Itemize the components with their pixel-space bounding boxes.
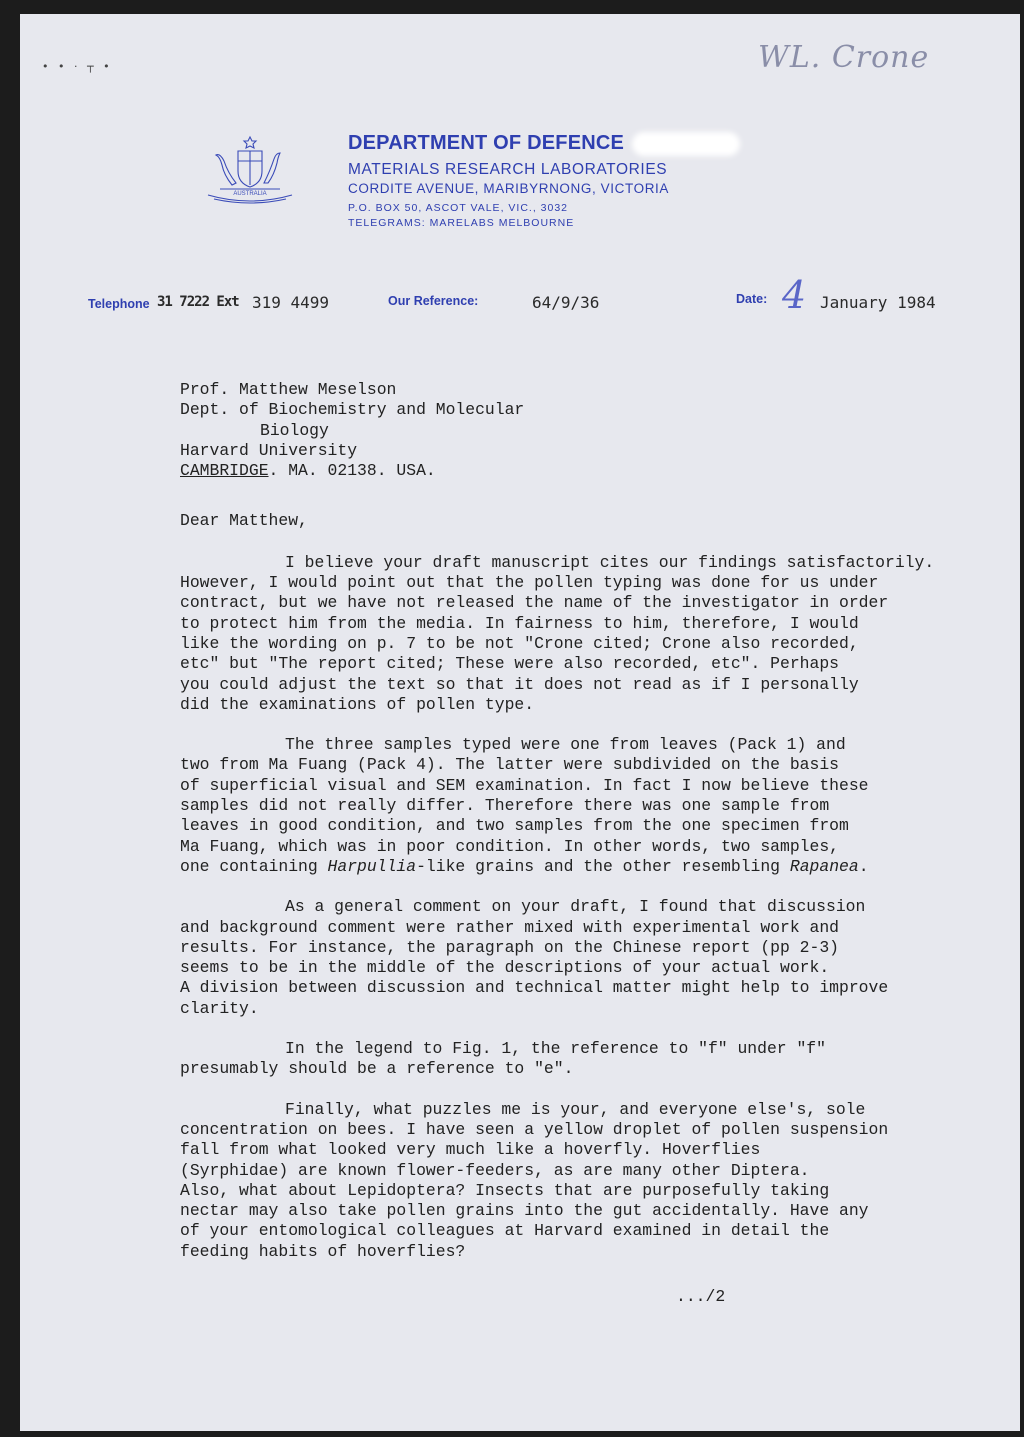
date-label: Date: (736, 292, 768, 306)
redaction-blur (632, 132, 740, 156)
genus-harpullia: Harpullia (327, 856, 417, 876)
recipient-city-line (180, 461, 940, 481)
paragraph-2-mid: -like grains and the other resembling (416, 856, 790, 876)
corner-marks: • • · ┬ • (42, 60, 113, 73)
crest-label: AUSTRALIA (233, 191, 267, 197)
genus-rapanea: Rapanea (789, 856, 859, 876)
recipient-address (180, 380, 940, 481)
paragraph-3: As a general comment on your draft, I found that discussion and background comment were rather mixed with experimental work and results. For instance, the paragraph on the Chinese report (pp 2-3) seems to be in the middle of the descriptions of your actual work. A division between discussion and technical matter might help to improve clarity. (180, 897, 889, 1018)
letterhead (348, 132, 669, 232)
recipient-institution: Harvard University (180, 440, 358, 460)
page-continuation: .../2 (676, 1287, 726, 1306)
date-month-year: January 1984 (820, 293, 936, 312)
recipient-name: Prof. Matthew Meselson (180, 380, 397, 399)
department-name: DEPARTMENT OF DEFENCE (348, 132, 625, 154)
reference-value: 64/9/36 (532, 293, 600, 312)
telegrams: TELEGRAMS: MARELABS MELBOURNE (348, 217, 575, 229)
handwritten-annotation: WL. Crone (758, 40, 930, 75)
telephone-struck-out: 31 7222 Ext (157, 294, 239, 310)
street-address: CORDITE AVENUE, MARIBYRNONG, VICTORIA (348, 181, 669, 196)
po-box: P.O. BOX 50, ASCOT VALE, VIC., 3032 (348, 202, 569, 214)
handwritten-date-day: 4 (782, 273, 807, 317)
letter-body (180, 380, 940, 1282)
paragraph-2-text: The three samples typed were one from leaves (Pack 1) and two from Ma Fuang (Pack 4). The latter were subdivided on the basis of superficial visual and SEM examination. In fact I now believe these samples did not really differ. Therefore there was one sample from leaves in good condition, and two samples from the one specimen from Ma Fuang, which was in poor condition. In other words, two samples, one containing (180, 735, 869, 876)
paragraph-2-end: . (858, 856, 869, 876)
paragraph-1: I believe your draft manuscript cites our findings satisfactorily. However, I would point out that the pollen typing was done for us under contract, but we have not released the name of the investigator in order to protect him from the media. In fairness to him, therefore, I would like the wording on p. 7 to be not "Crone cited; Crone also recorded, etc" but "The report cited; These were also recorded, etc". Perhaps you could adjust the text so that it does not read as if I personally did the examinations of pollen type. (180, 552, 935, 714)
reference-label: Our Reference: (388, 294, 479, 308)
telephone-number: 319 4499 (252, 293, 330, 312)
recipient-city-rest: . MA. 02138. USA. (268, 461, 436, 481)
recipient-dept: Dept. of Biochemistry and Molecular (180, 400, 525, 420)
salutation: Dear Matthew, (180, 511, 308, 531)
australia-coat-of-arms-icon (200, 133, 300, 208)
paragraph-4: In the legend to Fig. 1, the reference to "f" under "f" presumably should be a reference to "e". (180, 1039, 826, 1079)
recipient-city: CAMBRIDGE (180, 461, 269, 481)
recipient-dept-cont: Biology (260, 420, 329, 440)
paragraph-5: Finally, what puzzles me is your, and everyone else's, sole concentration on bees. I have seen a yellow droplet of pollen suspension fall from what looked very much like a hoverfly. Hoverflies (Syrphidae) are known flower-feeders, as are many other Diptera. Also, what about Lepidoptera? Insects that are purposefully taking nectar may also take pollen grains into the gut accidentally. Have any of your entomological colleagues at Harvard examined in detail the feeding habits of hoverflies? (180, 1099, 889, 1261)
telephone-label: Telephone (88, 297, 150, 311)
paragraph-2 (180, 735, 940, 877)
laboratory-name: MATERIALS RESEARCH LABORATORIES (348, 161, 668, 178)
